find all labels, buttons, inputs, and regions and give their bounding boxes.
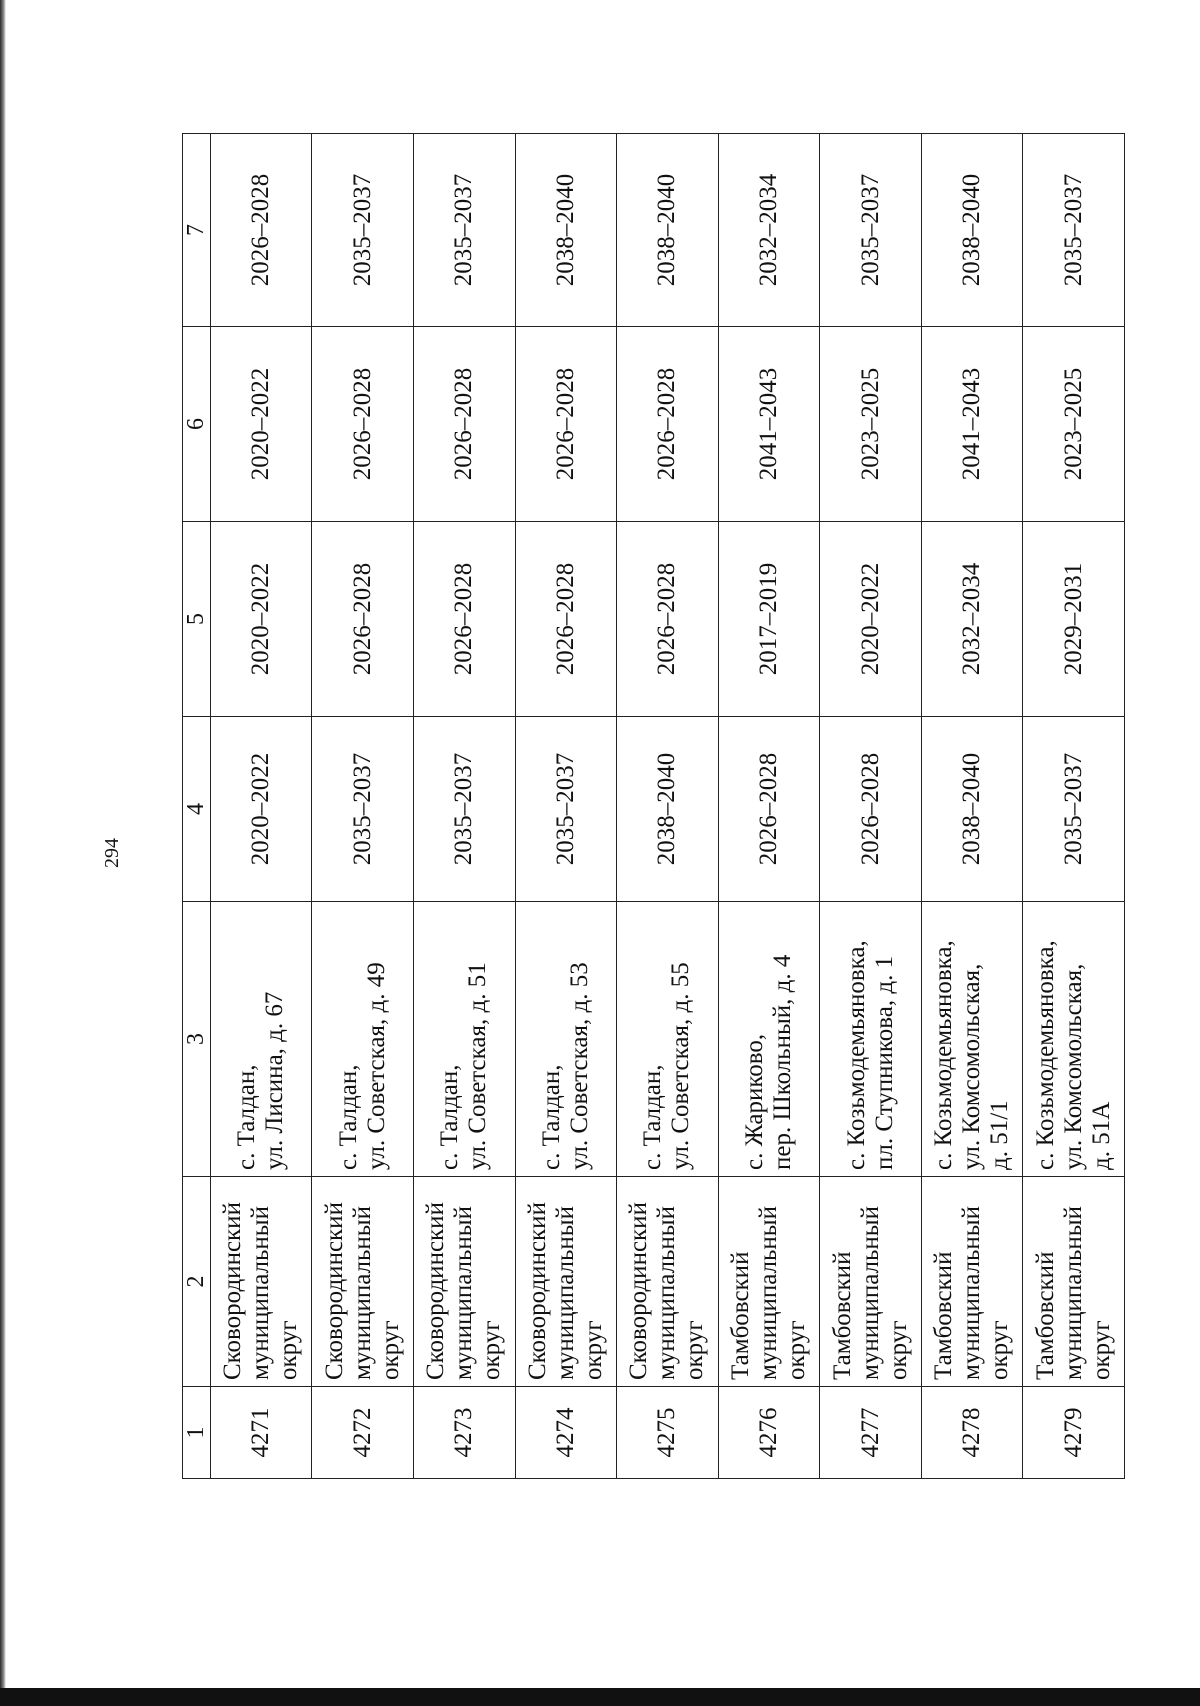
district-line: округ [1087,1320,1115,1380]
address-line: с. Талдан, [537,1064,565,1170]
address-line: с. Козьмодемьяновка, [1031,940,1059,1170]
district-cell [617,1177,719,1387]
address-line: с. Талдан, [334,1064,362,1170]
district-line: Сковородинский [320,1202,348,1380]
table-row [312,134,414,1479]
row-number-cell: 4279 [1023,1387,1125,1479]
period-cell-c7: 2035–2037 [1023,134,1125,327]
period-cell-c7: 2035–2037 [820,134,922,327]
district-line: муниципальный [348,1206,376,1380]
scan-edge-bottom [0,1688,1200,1706]
table-row [921,134,1023,1479]
period-cell-c7: 2035–2037 [414,134,516,327]
address-line: с. Талдан, [639,1064,667,1170]
address-cell [820,902,922,1177]
district-line: Сковородинский [422,1202,450,1380]
address-line: ул. Комсомольская, [958,963,986,1170]
period-cell-c7: 2038–2040 [617,134,719,327]
address-line: ул. Советская, д. 49 [362,962,390,1170]
address-line: ул. Советская, д. 53 [565,962,593,1170]
period-cell-c5: 2026–2028 [414,522,516,717]
period-cell-c4: 2020–2022 [210,717,312,902]
period-cell-c5: 2020–2022 [820,522,922,717]
address-line: ул. Советская, д. 55 [667,962,695,1170]
period-cell-c5: 2026–2028 [312,522,414,717]
column-header-2: 2 [183,1177,211,1387]
column-header-3: 3 [183,902,211,1177]
period-cell-c4: 2038–2040 [617,717,719,902]
district-cell [312,1177,414,1387]
table-row [515,134,617,1479]
period-cell-c4: 2026–2028 [820,717,922,902]
period-cell-c5: 2020–2022 [210,522,312,717]
district-line: Сковородинский [523,1202,551,1380]
district-line: Тамбовский [930,1251,958,1380]
district-cell [718,1177,820,1387]
period-cell-c6: 2041–2043 [921,327,1023,522]
table-row [414,134,516,1479]
address-line: пл. Ступникова, д. 1 [870,955,898,1170]
address-cell [617,902,719,1177]
period-cell-c6: 2023–2025 [1023,327,1125,522]
address-cell [515,902,617,1177]
district-line: муниципальный [1059,1206,1087,1380]
address-line: пер. Школьный, д. 4 [768,954,796,1170]
period-cell-c6: 2026–2028 [312,327,414,522]
table-row [210,134,312,1479]
period-cell-c4: 2035–2037 [515,717,617,902]
period-cell-c4: 2038–2040 [921,717,1023,902]
district-line: муниципальный [551,1206,579,1380]
period-cell-c5: 2032–2034 [921,522,1023,717]
address-cell [1023,902,1125,1177]
header-row [183,134,211,1479]
period-cell-c6: 2023–2025 [820,327,922,522]
address-line: ул. Советская, д. 51 [464,962,492,1170]
district-line: Тамбовский [1031,1251,1059,1380]
period-cell-c5: 2026–2028 [515,522,617,717]
period-cell-c6: 2041–2043 [718,327,820,522]
scan-edge-left [0,0,6,1706]
address-cell [921,902,1023,1177]
district-cell [820,1177,922,1387]
table-row [1023,134,1125,1479]
period-cell-c6: 2026–2028 [617,327,719,522]
period-cell-c5: 2026–2028 [617,522,719,717]
district-cell [1023,1177,1125,1387]
row-number-cell: 4277 [820,1387,922,1479]
district-line: округ [782,1320,810,1380]
district-line: муниципальный [247,1206,275,1380]
schedule-table [182,133,1125,1479]
district-line: округ [275,1320,303,1380]
district-cell [515,1177,617,1387]
period-cell-c5: 2029–2031 [1023,522,1125,717]
district-cell [921,1177,1023,1387]
period-cell-c4: 2035–2037 [1023,717,1125,902]
period-cell-c7: 2035–2037 [312,134,414,327]
district-line: округ [376,1320,404,1380]
period-cell-c7: 2038–2040 [921,134,1023,327]
page-number: 294 [100,838,123,868]
address-cell [312,902,414,1177]
district-cell [414,1177,516,1387]
address-line: д. 51А [1087,1101,1115,1170]
district-line: округ [478,1320,506,1380]
period-cell-c6: 2020–2022 [210,327,312,522]
column-header-5: 5 [183,522,211,717]
address-line: с. Козьмодемьяновка, [842,940,870,1170]
period-cell-c4: 2035–2037 [414,717,516,902]
column-header-6: 6 [183,327,211,522]
period-cell-c6: 2026–2028 [414,327,516,522]
district-line: Тамбовский [726,1251,754,1380]
period-cell-c7: 2038–2040 [515,134,617,327]
district-line: округ [986,1320,1014,1380]
district-line: муниципальный [958,1206,986,1380]
address-line: д. 51/1 [986,1100,1014,1170]
row-number-cell: 4276 [718,1387,820,1479]
district-cell [210,1177,312,1387]
row-number-cell: 4278 [921,1387,1023,1479]
district-line: муниципальный [856,1206,884,1380]
row-number-cell: 4272 [312,1387,414,1479]
address-cell [210,902,312,1177]
address-line: с. Козьмодемьяновка, [930,940,958,1170]
district-line: Сковородинский [625,1202,653,1380]
district-line: муниципальный [450,1206,478,1380]
district-line: округ [884,1320,912,1380]
district-line: Тамбовский [828,1251,856,1380]
rotated-table-wrapper [182,134,1125,1479]
table-body [210,134,1124,1479]
address-line: с. Жариково, [740,1033,768,1170]
district-line: муниципальный [754,1206,782,1380]
row-number-cell: 4275 [617,1387,719,1479]
address-line: ул. Лисина, д. 67 [261,991,289,1170]
period-cell-c5: 2017–2019 [718,522,820,717]
row-number-cell: 4273 [414,1387,516,1479]
address-line: с. Талдан, [233,1064,261,1170]
period-cell-c6: 2026–2028 [515,327,617,522]
district-line: округ [681,1320,709,1380]
column-header-1: 1 [183,1387,211,1479]
district-line: муниципальный [653,1206,681,1380]
period-cell-c7: 2026–2028 [210,134,312,327]
row-number-cell: 4274 [515,1387,617,1479]
column-header-7: 7 [183,134,211,327]
table-row [718,134,820,1479]
address-cell [414,902,516,1177]
address-line: ул. Комсомольская, [1059,963,1087,1170]
period-cell-c7: 2032–2034 [718,134,820,327]
district-line: Сковородинский [219,1202,247,1380]
table-row [820,134,922,1479]
table-row [617,134,719,1479]
column-header-4: 4 [183,717,211,902]
row-number-cell: 4271 [210,1387,312,1479]
period-cell-c4: 2026–2028 [718,717,820,902]
period-cell-c4: 2035–2037 [312,717,414,902]
address-cell [718,902,820,1177]
district-line: округ [579,1320,607,1380]
address-line: с. Талдан, [436,1064,464,1170]
